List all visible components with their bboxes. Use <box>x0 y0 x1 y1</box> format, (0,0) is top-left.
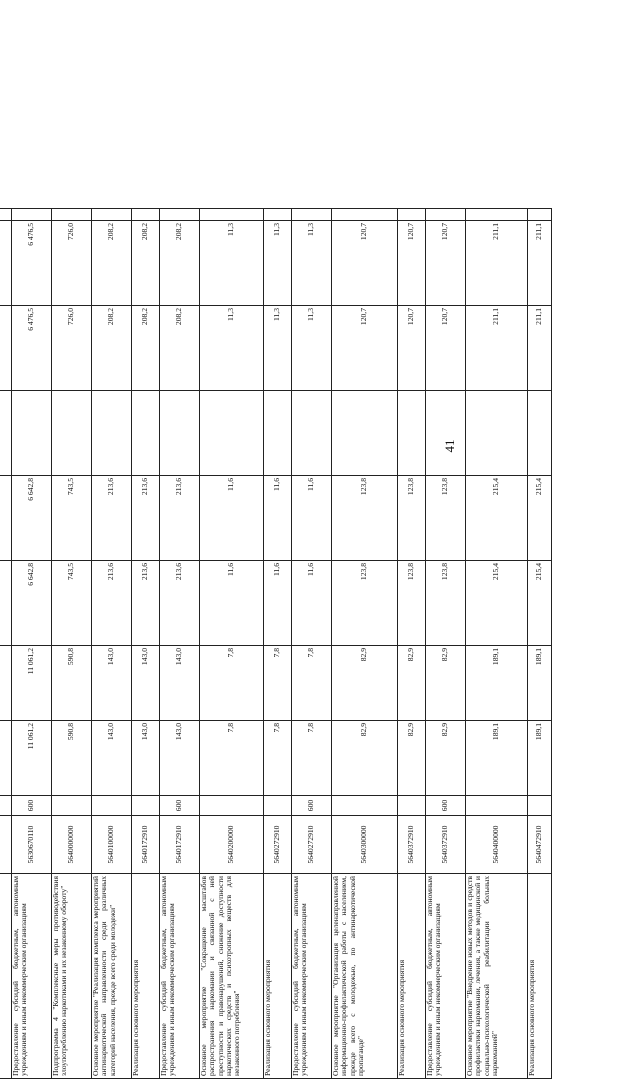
row-value-cell: 208,2 <box>160 221 200 306</box>
row-value-cell: 6 642,8 <box>12 561 52 646</box>
row-name-cell: Основное мероприятие "Внедрение новых методов и средств профилактики наркомании, лечения, а также медицинской и социально-психологической реабилитации больных наркоманией" <box>466 874 528 1079</box>
row-value-cell: 11,6 <box>200 476 264 561</box>
row-name-cell: Предоставление субсидий бюджетным, автономным учреждениям и иным некоммерческим организациям <box>292 874 332 1079</box>
row-value-cell: 123,8 <box>426 476 466 561</box>
row-value-cell: 215,4 <box>466 561 528 646</box>
table-row <box>264 209 292 1079</box>
row-value-cell: 211,1 <box>466 221 528 306</box>
row-value-cell: 6 476,5 <box>12 221 52 306</box>
row-value-cell: 11,6 <box>292 561 332 646</box>
table-row <box>426 209 466 1079</box>
row-value-cell: 208,2 <box>132 221 160 306</box>
row-vr-cell <box>264 796 292 816</box>
table-row <box>52 209 92 1079</box>
row-name-cell: Реализация основного мероприятия <box>264 874 292 1079</box>
row-value-cell: 11,3 <box>264 306 292 391</box>
row-value-cell: 726,0 <box>52 221 92 306</box>
row-value-cell <box>0 306 12 391</box>
row-value-cell: 11,6 <box>292 476 332 561</box>
row-value-cell <box>160 391 200 476</box>
table-row <box>12 209 52 1079</box>
row-code-cell: 5630670110 <box>12 816 52 874</box>
row-value-cell: 11,6 <box>264 476 292 561</box>
row-value-cell: 120,7 <box>398 306 426 391</box>
table-row <box>132 209 160 1079</box>
row-value-cell: 726,0 <box>52 306 92 391</box>
row-value-cell <box>0 561 12 646</box>
row-vr-cell: 600 <box>292 796 332 816</box>
row-value-cell: 215,4 <box>466 476 528 561</box>
row-edge-cell <box>528 209 552 221</box>
row-value-cell: 189,1 <box>466 646 528 721</box>
row-vr-cell <box>528 796 552 816</box>
row-value-cell: 123,8 <box>426 561 466 646</box>
row-vr-cell <box>332 796 398 816</box>
row-value-cell: 7,8 <box>200 721 264 796</box>
row-value-cell: 208,2 <box>92 221 132 306</box>
row-edge-cell <box>466 209 528 221</box>
row-value-cell: 213,6 <box>132 476 160 561</box>
row-value-cell: 143,0 <box>132 646 160 721</box>
row-value-cell <box>0 221 12 306</box>
row-edge-cell <box>12 209 52 221</box>
row-value-cell <box>332 391 398 476</box>
row-value-cell: 208,2 <box>160 306 200 391</box>
table-body <box>0 209 552 1079</box>
row-name-cell: Предоставление субсидий бюджетным, автономным учреждениям и иным некоммерческим организациям <box>426 874 466 1079</box>
row-value-cell <box>0 646 12 721</box>
row-code-cell: 5640172910 <box>132 816 160 874</box>
row-value-cell: 120,7 <box>398 221 426 306</box>
row-name-cell: Основное мероприятие "Реализация комплекса мероприятий антинаркотической направленности среди различных категорий населения, прежде всего среди молодежи" <box>92 874 132 1079</box>
row-value-cell: 743,5 <box>52 561 92 646</box>
row-value-cell: 11 061,2 <box>12 646 52 721</box>
row-code-cell: 5640272910 <box>264 816 292 874</box>
row-value-cell: 120,7 <box>426 221 466 306</box>
row-name-cell: Реализация основного мероприятия <box>132 874 160 1079</box>
row-value-cell: 11 061,2 <box>12 721 52 796</box>
row-edge-cell <box>132 209 160 221</box>
row-name-cell: Реализация основного мероприятия <box>398 874 426 1079</box>
table-row <box>466 209 528 1079</box>
row-value-cell: 7,8 <box>264 721 292 796</box>
row-value-cell: 7,8 <box>292 646 332 721</box>
row-value-cell: 123,8 <box>398 476 426 561</box>
row-code-cell: 5640400000 <box>466 816 528 874</box>
row-value-cell: 215,4 <box>528 476 552 561</box>
row-name-cell: Предоставление субсидий бюджетным, автономным учреждениям и иным некоммерческим организациям <box>12 874 52 1079</box>
row-code-cell: 5640300000 <box>332 816 398 874</box>
row-code-cell <box>0 816 12 874</box>
row-vr-cell: 600 <box>426 796 466 816</box>
row-value-cell <box>0 476 12 561</box>
row-name-cell: Основное мероприятие "Организация целенаправленной информационно-профилактической работы с населением, прежде всего с молодежью, по антинаркотической пропаганде" <box>332 874 398 1079</box>
table-row <box>332 209 398 1079</box>
row-value-cell: 211,1 <box>466 306 528 391</box>
table-row <box>292 209 332 1079</box>
row-name-cell: Реализация основного мероприятия <box>528 874 552 1079</box>
row-value-cell <box>466 391 528 476</box>
row-value-cell: 189,1 <box>466 721 528 796</box>
table-row <box>200 209 264 1079</box>
row-code-cell: 5640172910 <box>160 816 200 874</box>
row-code-cell: 5640100000 <box>92 816 132 874</box>
row-value-cell: 211,1 <box>528 221 552 306</box>
row-value-cell: 208,2 <box>132 306 160 391</box>
budget-table <box>0 208 552 1079</box>
row-vr-cell <box>398 796 426 816</box>
row-value-cell <box>528 391 552 476</box>
row-value-cell: 82,9 <box>398 721 426 796</box>
row-value-cell: 82,9 <box>332 721 398 796</box>
row-name-cell: Основное мероприятие "Сокращение масштабов распространения наркомании и связанной с ней преступности и правонарушений, снижение доступности наркотических средств и психотропных веществ для незаконного потребления" <box>200 874 264 1079</box>
row-edge-cell <box>292 209 332 221</box>
row-name-cell: Предоставление субсидий бюджетным, автономным учреждениям и иным некоммерческим организациям <box>160 874 200 1079</box>
row-value-cell: 213,6 <box>92 561 132 646</box>
row-edge-cell <box>0 209 12 221</box>
row-value-cell <box>132 391 160 476</box>
table-row <box>398 209 426 1079</box>
row-edge-cell <box>332 209 398 221</box>
row-value-cell: 6 642,8 <box>12 476 52 561</box>
row-value-cell: 11,3 <box>200 221 264 306</box>
row-value-cell: 590,8 <box>52 646 92 721</box>
row-edge-cell <box>398 209 426 221</box>
row-value-cell <box>92 391 132 476</box>
row-value-cell: 590,8 <box>52 721 92 796</box>
row-name-cell: Подпрограмма 4 "Комплексные меры противодействия злоупотреблению наркотиками и их незаконному обороту" <box>52 874 92 1079</box>
row-value-cell: 11,3 <box>292 221 332 306</box>
row-edge-cell <box>426 209 466 221</box>
row-value-cell: 743,5 <box>52 476 92 561</box>
row-value-cell: 213,6 <box>92 476 132 561</box>
row-vr-cell: 600 <box>12 796 52 816</box>
row-value-cell: 208,2 <box>92 306 132 391</box>
row-edge-cell <box>52 209 92 221</box>
row-vr-cell <box>132 796 160 816</box>
row-value-cell: 213,6 <box>160 476 200 561</box>
row-value-cell: 143,0 <box>132 721 160 796</box>
row-value-cell: 82,9 <box>332 646 398 721</box>
row-value-cell: 211,1 <box>528 306 552 391</box>
row-value-cell: 82,9 <box>426 646 466 721</box>
row-vr-cell <box>92 796 132 816</box>
row-value-cell: 82,9 <box>398 646 426 721</box>
row-value-cell: 7,8 <box>264 646 292 721</box>
table-row <box>160 209 200 1079</box>
row-value-cell: 143,0 <box>92 721 132 796</box>
row-edge-cell <box>264 209 292 221</box>
row-value-cell: 120,7 <box>332 306 398 391</box>
row-edge-cell <box>200 209 264 221</box>
row-value-cell: 7,8 <box>292 721 332 796</box>
page-number: 41 <box>442 439 457 453</box>
row-value-cell <box>292 391 332 476</box>
row-name-cell <box>0 874 12 1079</box>
row-code-cell: 5640372910 <box>398 816 426 874</box>
row-value-cell: 11,3 <box>200 306 264 391</box>
table-row <box>0 209 12 1079</box>
row-value-cell: 120,7 <box>332 221 398 306</box>
row-value-cell: 143,0 <box>92 646 132 721</box>
row-vr-cell <box>0 796 12 816</box>
row-value-cell: 143,0 <box>160 646 200 721</box>
row-code-cell: 5640472910 <box>528 816 552 874</box>
row-code-cell: 5640372910 <box>426 816 466 874</box>
row-value-cell: 143,0 <box>160 721 200 796</box>
row-value-cell: 6 476,5 <box>12 306 52 391</box>
row-value-cell: 123,8 <box>332 476 398 561</box>
row-value-cell <box>426 391 466 476</box>
row-value-cell: 123,8 <box>398 561 426 646</box>
row-value-cell <box>52 391 92 476</box>
row-value-cell: 82,9 <box>426 721 466 796</box>
row-value-cell <box>264 391 292 476</box>
row-vr-cell <box>200 796 264 816</box>
row-code-cell: 5640200000 <box>200 816 264 874</box>
row-vr-cell <box>466 796 528 816</box>
row-code-cell: 5640272910 <box>292 816 332 874</box>
row-value-cell: 213,6 <box>160 561 200 646</box>
table-row <box>92 209 132 1079</box>
row-edge-cell <box>92 209 132 221</box>
row-value-cell: 120,7 <box>426 306 466 391</box>
row-value-cell: 189,1 <box>528 646 552 721</box>
row-value-cell: 11,3 <box>292 306 332 391</box>
row-vr-cell: 600 <box>160 796 200 816</box>
row-value-cell: 11,6 <box>200 561 264 646</box>
row-value-cell <box>0 391 12 476</box>
table-row <box>528 209 552 1079</box>
row-value-cell: 11,3 <box>264 221 292 306</box>
row-value-cell: 7,8 <box>200 646 264 721</box>
row-value-cell <box>12 391 52 476</box>
row-code-cell: 5640000000 <box>52 816 92 874</box>
row-value-cell: 213,6 <box>132 561 160 646</box>
row-value-cell: 11,6 <box>264 561 292 646</box>
row-edge-cell <box>160 209 200 221</box>
row-value-cell <box>398 391 426 476</box>
row-value-cell: 123,8 <box>332 561 398 646</box>
row-vr-cell <box>52 796 92 816</box>
row-value-cell: 215,4 <box>528 561 552 646</box>
row-value-cell <box>200 391 264 476</box>
row-value-cell <box>0 721 12 796</box>
row-value-cell: 189,1 <box>528 721 552 796</box>
